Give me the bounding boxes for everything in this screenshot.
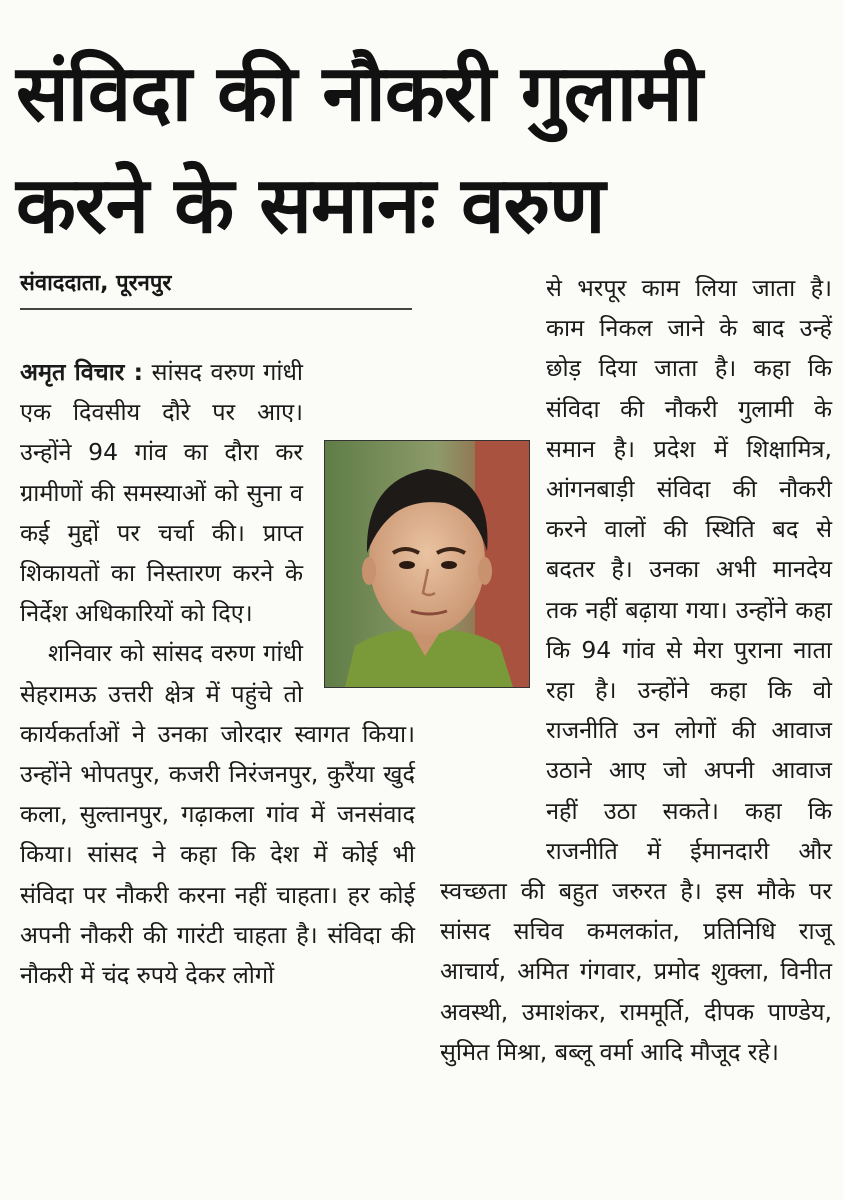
paragraph-1-text: सांसद वरुण गांधी एक दिवसीय दौरे पर आए। उन्होंने 94 गांव का दौरा कर ग्रामीणों की समस्याओं को सुना व कई मुद्दों पर चर्चा की। प्राप्त शिकायतों का निस्तारण करने के निर्देश अधिकारियों को दिए। xyxy=(20,358,303,628)
portrait-photo xyxy=(324,440,530,688)
article-paragraph-3: से भरपूर काम लिया जाता है। काम निकल जाने के बाद उन्हें छोड़ दिया जाता है। कहा कि संविदा की नौकरी गुलामी के समान है। प्रदेश में शिक्षामित्र, आंगनबाड़ी संविदा की नौकरी करने वालों की स्थिति बद से बदतर है। उनका अभी मानदेय तक नहीं बढ़ाया गया। उन्होंने कहा कि 94 गांव से मेरा पुराना नाता रहा है। उन्होंने कहा कि वो राजनीति उन लोगों की आवाज उठाने आए जो अपनी आवाज नहीं उठा सकते। कहा कि राजनीति में ईमानदारी और स्वच्छता की बहुत जरुरत है। इस मौके पर सांसद सचिव कमलकांत, प्रतिनिधि राजू आचार्य, अमित गंगवार, प्रमोद शुक्ला, विनीत अवस्थी, उमाशंकर, राममूर्ति, दीपक पाण्डेय, सुमित मिश्रा, बब्लू वर्मा आदि मौजूद रहे। xyxy=(440,274,832,1066)
portrait-illustration xyxy=(325,441,529,687)
byline: संवाददाता, पूरनपुर xyxy=(20,268,412,310)
headline-line-2: करने के समानः वरुण xyxy=(16,161,605,251)
article-paragraph-2: शनिवार को सांसद वरुण गांधी सेहरामऊ उत्तरी क्षेत्र में पहुंचे तो कार्यकर्ताओं ने उनका जोरदार स्वागत किया। उन्होंने भोपतपुर, कजरी निरंजनपुर, कुरैंया खुर्द कला, सुल्तानपुर, गढ़ाकला गांव में जनसंवाद किया। सांसद ने कहा कि देश में कोई भी संविदा पर नौकरी करना नहीं चाहता। हर कोई अपनी नौकरी की गारंटी चाहता है। संविदा की नौकरी में चंद रुपये देकर लोगों xyxy=(20,639,415,990)
headline xyxy=(16,38,828,262)
lead-source: अमृत विचार : xyxy=(20,358,144,386)
headline-line-1: संविदा की नौकरी गुलामी xyxy=(16,49,702,139)
